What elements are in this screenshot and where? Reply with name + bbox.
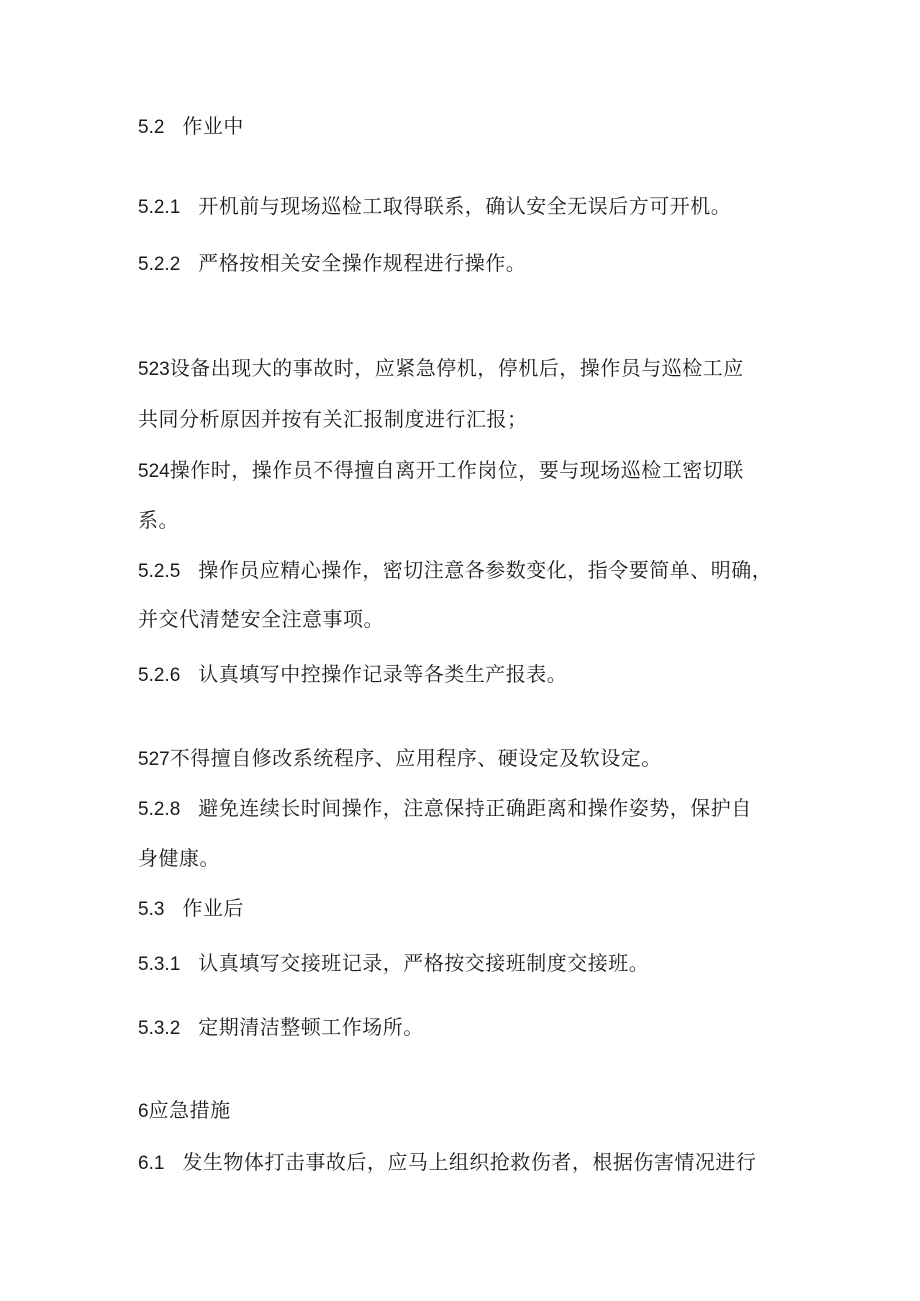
clause-5-3-1 <box>138 950 649 978</box>
clause-5-2-5 <box>138 557 772 585</box>
clause-number: 5.2 <box>138 117 165 138</box>
clause-text: 应急措施 <box>148 1098 231 1122</box>
clause-524-continued <box>138 507 179 533</box>
clause-number: 523 <box>138 359 170 380</box>
clause-5-2-8-continued <box>138 845 220 871</box>
clause-5-2-8 <box>138 795 752 823</box>
clause-text: 定期清洁整顿工作场所。 <box>198 1015 424 1039</box>
clause-text: 设备出现大的事故时，应紧急停机，停机后，操作员与巡检工应 <box>169 356 744 380</box>
clause-text: 开机前与现场巡检工取得联系，确认安全无误后方可开机。 <box>198 194 732 218</box>
clause-text: 身健康。 <box>138 846 220 870</box>
clause-5-2-1 <box>138 193 731 221</box>
clause-5-2-6 <box>138 661 567 689</box>
clause-number: 5.3 <box>138 899 165 920</box>
clause-text: 并交代清楚安全注意事项。 <box>138 607 384 631</box>
clause-text: 共同分析原因并按有关汇报制度进行汇报； <box>138 407 528 431</box>
clause-text: 避免连续长时间操作，注意保持正确距离和操作姿势，保护自 <box>198 796 752 820</box>
clause-5-2-5-continued <box>138 606 384 632</box>
clause-number: 527 <box>138 749 170 770</box>
clause-text: 系。 <box>138 508 179 532</box>
clause-text: 作业中 <box>182 114 244 138</box>
clause-text: 操作员应精心操作，密切注意各参数变化，指令要简单、明确， <box>198 558 773 582</box>
clause-number: 5.2.5 <box>138 561 181 582</box>
clause-text: 认真填写中控操作记录等各类生产报表。 <box>198 662 568 686</box>
section-heading-5-2 <box>138 113 244 141</box>
clause-number: 5.3.2 <box>138 1018 181 1039</box>
clause-524 <box>138 457 744 485</box>
clause-number: 5.2.8 <box>138 799 181 820</box>
clause-number: 5.3.1 <box>138 954 181 975</box>
clause-6-1 <box>138 1149 756 1177</box>
clause-number: 6 <box>138 1101 149 1122</box>
clause-number: 6.1 <box>138 1153 165 1174</box>
clause-text: 不得擅自修改系统程序、应用程序、硬设定及软设定。 <box>169 746 662 770</box>
section-heading-6 <box>138 1097 231 1125</box>
clause-527 <box>138 745 662 773</box>
clause-number: 5.2.2 <box>138 254 181 275</box>
clause-text: 认真填写交接班记录，严格按交接班制度交接班。 <box>198 951 650 975</box>
clause-text: 发生物体打击事故后，应马上组织抢救伤者，根据伤害情况进行 <box>182 1150 757 1174</box>
clause-text: 作业后 <box>182 896 244 920</box>
clause-number: 524 <box>138 461 170 482</box>
clause-text: 严格按相关安全操作规程进行操作。 <box>198 251 527 275</box>
clause-number: 5.2.1 <box>138 197 181 218</box>
section-heading-5-3 <box>138 895 244 923</box>
clause-text: 操作时，操作员不得擅自离开工作岗位，要与现场巡检工密切联 <box>169 458 744 482</box>
clause-5-3-2 <box>138 1014 424 1042</box>
clause-number: 5.2.6 <box>138 665 181 686</box>
clause-5-2-2 <box>138 250 526 278</box>
clause-523 <box>138 355 744 383</box>
clause-523-continued <box>138 406 528 432</box>
